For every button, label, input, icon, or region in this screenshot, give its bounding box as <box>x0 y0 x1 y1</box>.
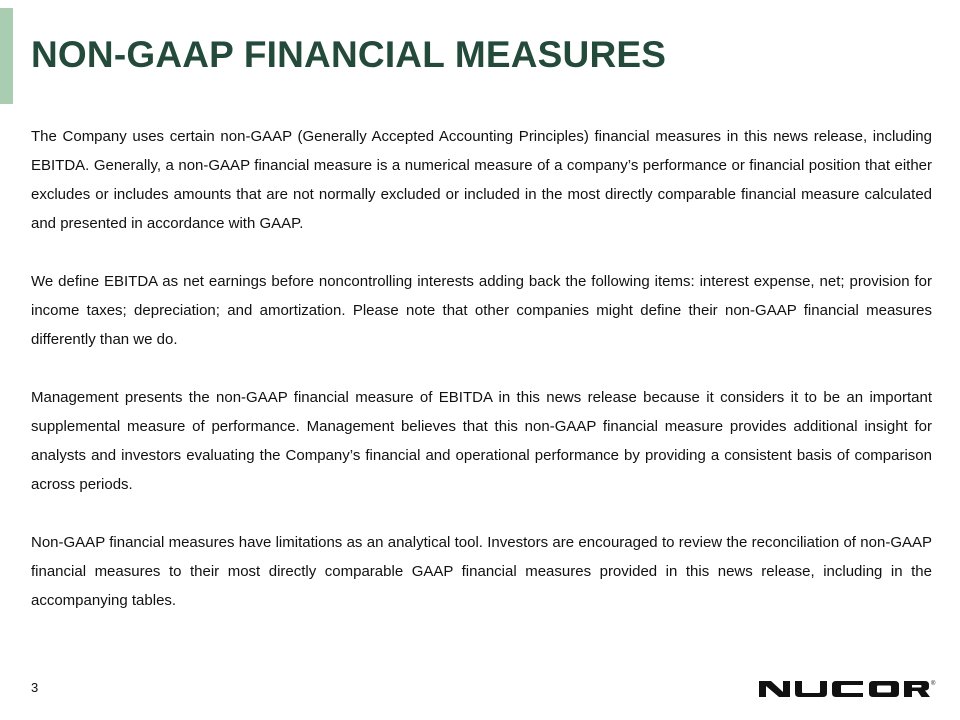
title-accent-bar <box>0 8 13 104</box>
paragraph-management-rationale: Management presents the non-GAAP financial measure of EBITDA in this news release because it considers it to be an important supplemental measure of performance. Management believes that this non-GAAP financial measure provides additional insight for analysts and investors evaluating the Company’s financial and operational performance by providing a consistent basis of comparison across periods. <box>31 389 932 493</box>
nucor-logo <box>757 678 937 700</box>
registered-mark: ® <box>931 681 936 687</box>
paragraph-non-gaap-definition: The Company uses certain non-GAAP (Generally Accepted Accounting Principles) financial measures in this news release, including EBITDA. Generally, a non-GAAP financial measure is a numerical measure of a company’s performance or financial position that either excludes or includes amounts that are not normally excluded or included in the most directly comparable financial measure calculated and presented in accordance with GAAP. <box>31 128 932 232</box>
paragraph-ebitda-definition: We define EBITDA as net earnings before noncontrolling interests adding back the following items: interest expense, net; provision for income taxes; depreciation; and amortization. Please note that other companies might define their non-GAAP financial measures differently than we do. <box>31 273 932 348</box>
page-number: 3 <box>31 680 39 695</box>
slide-title: NON-GAAP FINANCIAL MEASURES <box>31 34 667 75</box>
slide-body <box>31 122 932 644</box>
paragraph-limitations: Non-GAAP financial measures have limitations as an analytical tool. Investors are encouraged to review the reconciliation of non-GAAP financial measures to their most directly comparable GAAP financial measures provided in this news release, including in the accompanying tables. <box>31 534 932 609</box>
